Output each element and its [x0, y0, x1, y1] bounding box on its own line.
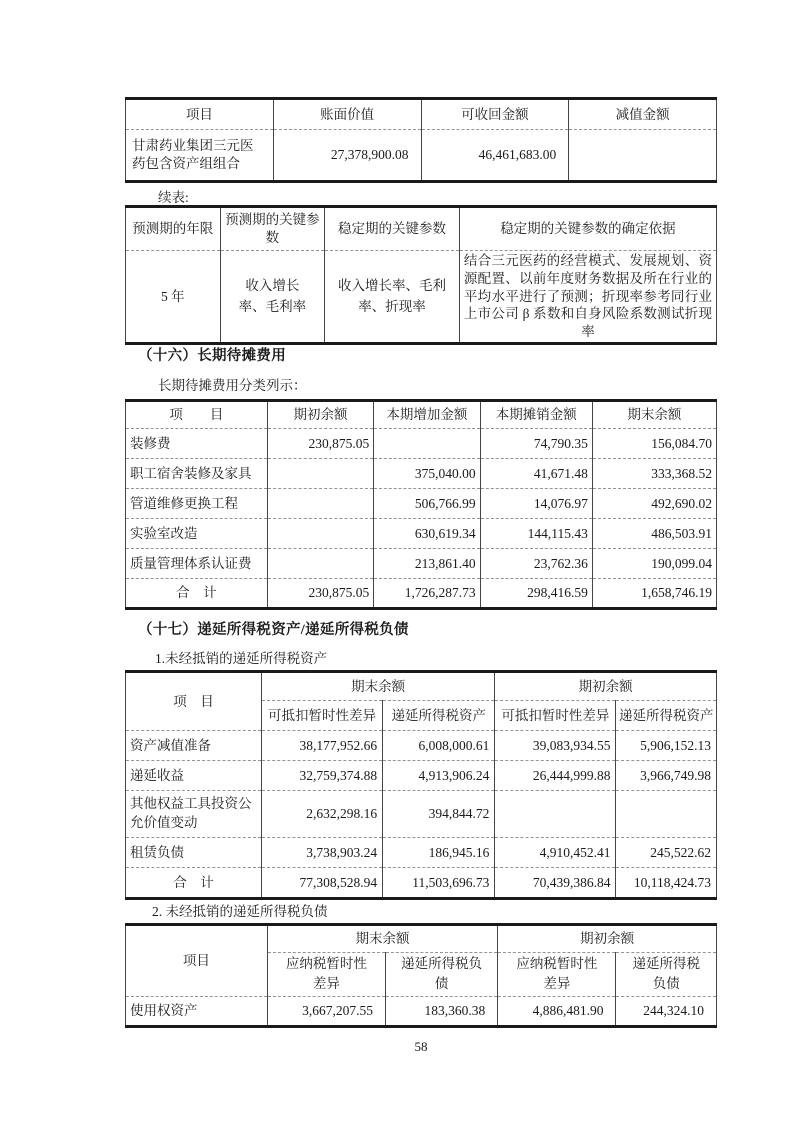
column-header: 可抵扣暂时性差异	[261, 701, 382, 731]
cell	[267, 459, 373, 489]
cell: 14,076.97	[480, 489, 592, 519]
column-header: 项 目	[126, 401, 268, 429]
table-header-row	[126, 672, 717, 701]
column-header: 应纳税暂时性差异	[267, 953, 385, 997]
table-row	[126, 996, 717, 1026]
cell: 管道维修更换工程	[126, 489, 268, 519]
column-header: 期末余额	[592, 401, 716, 429]
column-header: 可抵扣暂时性差异	[495, 701, 616, 731]
cell: 492,690.02	[592, 489, 716, 519]
column-header: 项目	[126, 925, 268, 997]
column-group-header: 期初余额	[498, 925, 717, 953]
table-row	[126, 130, 717, 182]
continued-table-label: 续表:	[158, 190, 189, 205]
table-row	[126, 519, 717, 549]
column-header: 稳定期的关键参数	[325, 207, 460, 251]
deferred-tax-assets-table	[125, 670, 717, 900]
column-header: 稳定期的关键参数的确定依据	[459, 207, 716, 251]
column-header: 递延所得税资产	[616, 701, 717, 731]
cell: 职工宿舍装修及家具	[126, 459, 268, 489]
table-row	[126, 838, 717, 868]
column-header: 期初余额	[267, 401, 373, 429]
cell: 506,766.99	[374, 489, 480, 519]
table-row	[126, 791, 717, 838]
table-header-row	[126, 401, 717, 429]
cell: 5 年	[126, 251, 221, 344]
cell	[616, 791, 717, 838]
column-header: 本期增加金额	[374, 401, 480, 429]
section-16-heading: （十六）长期待摊费用	[138, 348, 286, 364]
table-row	[126, 761, 717, 791]
cell: 1,726,287.73	[374, 579, 480, 609]
cell: 2,632,298.16	[261, 791, 382, 838]
column-header: 预测期的关键参数	[220, 207, 325, 251]
cell: 486,503.91	[592, 519, 716, 549]
column-header: 账面价值	[273, 99, 421, 130]
cell: 630,619.34	[374, 519, 480, 549]
section-17-heading: （十七）递延所得税资产/递延所得税负债	[138, 622, 409, 638]
table-total-row	[126, 868, 717, 899]
cell: 46,461,683.00	[421, 130, 569, 182]
cell: 23,762.36	[480, 549, 592, 579]
column-header: 应纳税暂时性差异	[498, 953, 616, 997]
section-17-item-2: 2. 未经抵销的递延所得税负债	[152, 904, 328, 919]
page-number: 58	[414, 1039, 428, 1054]
cell	[569, 130, 717, 182]
cell: 38,177,952.66	[261, 731, 382, 761]
cell: 使用权资产	[126, 996, 268, 1026]
cell: 230,875.05	[267, 429, 373, 459]
cell: 装修费	[126, 429, 268, 459]
cell: 租赁负债	[126, 838, 262, 868]
cell: 3,738,903.24	[261, 838, 382, 868]
table-row	[126, 489, 717, 519]
column-group-header: 期初余额	[495, 672, 717, 701]
cell: 递延收益	[126, 761, 262, 791]
cell: 合 计	[126, 868, 262, 899]
table-row	[126, 459, 717, 489]
cell	[267, 519, 373, 549]
cell: 结合三元医药的经营模式、发展规划、资源配置、以前年度财务数据及所在行业的平均水平进行了预测；折现率参考同行业上市公司 β 系数和自身风险系数测试折现率	[459, 251, 716, 344]
cell	[267, 489, 373, 519]
cell: 4,910,452.41	[495, 838, 616, 868]
table-header-row	[126, 925, 717, 953]
column-header: 递延所得税资产	[383, 701, 495, 731]
column-header: 递延所得税负债	[386, 953, 498, 997]
cell: 144,115.43	[480, 519, 592, 549]
cell: 4,886,481.90	[498, 996, 616, 1026]
cell: 其他权益工具投资公允价值变动	[126, 791, 262, 838]
cell: 质量管理体系认证费	[126, 549, 268, 579]
section-16-intro: 长期待摊费用分类列示：	[158, 378, 307, 393]
cell: 收入增长率、毛利率、折现率	[325, 251, 460, 344]
forecast-parameters-table	[125, 205, 717, 345]
cell: 245,522.62	[616, 838, 717, 868]
cell: 394,844.72	[383, 791, 495, 838]
cell: 10,118,424.73	[616, 868, 717, 899]
cell: 375,040.00	[374, 459, 480, 489]
column-header: 项 目	[126, 672, 262, 731]
cell: 32,759,374.88	[261, 761, 382, 791]
cell: 183,360.38	[386, 996, 498, 1026]
table-row	[126, 429, 717, 459]
section-17-item-1: 1.未经抵销的递延所得税资产	[155, 651, 328, 666]
cell: 实验室改造	[126, 519, 268, 549]
cell: 6,008,000.61	[383, 731, 495, 761]
cell: 3,966,749.98	[616, 761, 717, 791]
table-row	[126, 731, 717, 761]
cell: 156,084.70	[592, 429, 716, 459]
column-header: 递延所得税负债	[616, 953, 717, 997]
cell: 70,439,386.84	[495, 868, 616, 899]
cell: 甘肃药业集团三元医药包含资产组组合	[126, 130, 274, 182]
cell: 27,378,900.08	[273, 130, 421, 182]
deferred-tax-liabilities-table	[125, 923, 717, 1028]
column-header: 本期摊销金额	[480, 401, 592, 429]
asset-impairment-table	[125, 97, 717, 183]
column-group-header: 期末余额	[261, 672, 494, 701]
cell: 74,790.35	[480, 429, 592, 459]
cell: 5,906,152.13	[616, 731, 717, 761]
column-header: 减值金额	[569, 99, 717, 130]
cell: 3,667,207.55	[267, 996, 385, 1026]
cell	[495, 791, 616, 838]
cell: 收入增长率、毛利率	[220, 251, 325, 344]
cell: 230,875.05	[267, 579, 373, 609]
cell: 213,861.40	[374, 549, 480, 579]
cell	[267, 549, 373, 579]
cell: 11,503,696.73	[383, 868, 495, 899]
cell: 190,099.04	[592, 549, 716, 579]
column-group-header: 期末余额	[267, 925, 497, 953]
cell: 41,671.48	[480, 459, 592, 489]
column-header: 可收回金额	[421, 99, 569, 130]
cell: 4,913,906.24	[383, 761, 495, 791]
cell: 1,658,746.19	[592, 579, 716, 609]
cell: 298,416.59	[480, 579, 592, 609]
column-header: 预测期的年限	[126, 207, 221, 251]
table-row	[126, 251, 717, 344]
cell: 186,945.16	[383, 838, 495, 868]
cell: 26,444,999.88	[495, 761, 616, 791]
cell: 77,308,528.94	[261, 868, 382, 899]
table-header-row	[126, 207, 717, 251]
table-header-row	[126, 99, 717, 130]
cell: 244,324.10	[616, 996, 717, 1026]
longterm-deferred-expense-table	[125, 399, 717, 610]
table-total-row	[126, 579, 717, 609]
cell: 333,368.52	[592, 459, 716, 489]
cell	[374, 429, 480, 459]
cell: 资产减值准备	[126, 731, 262, 761]
column-header: 项目	[126, 99, 274, 130]
table-row	[126, 549, 717, 579]
cell: 39,083,934.55	[495, 731, 616, 761]
cell: 合 计	[126, 579, 268, 609]
